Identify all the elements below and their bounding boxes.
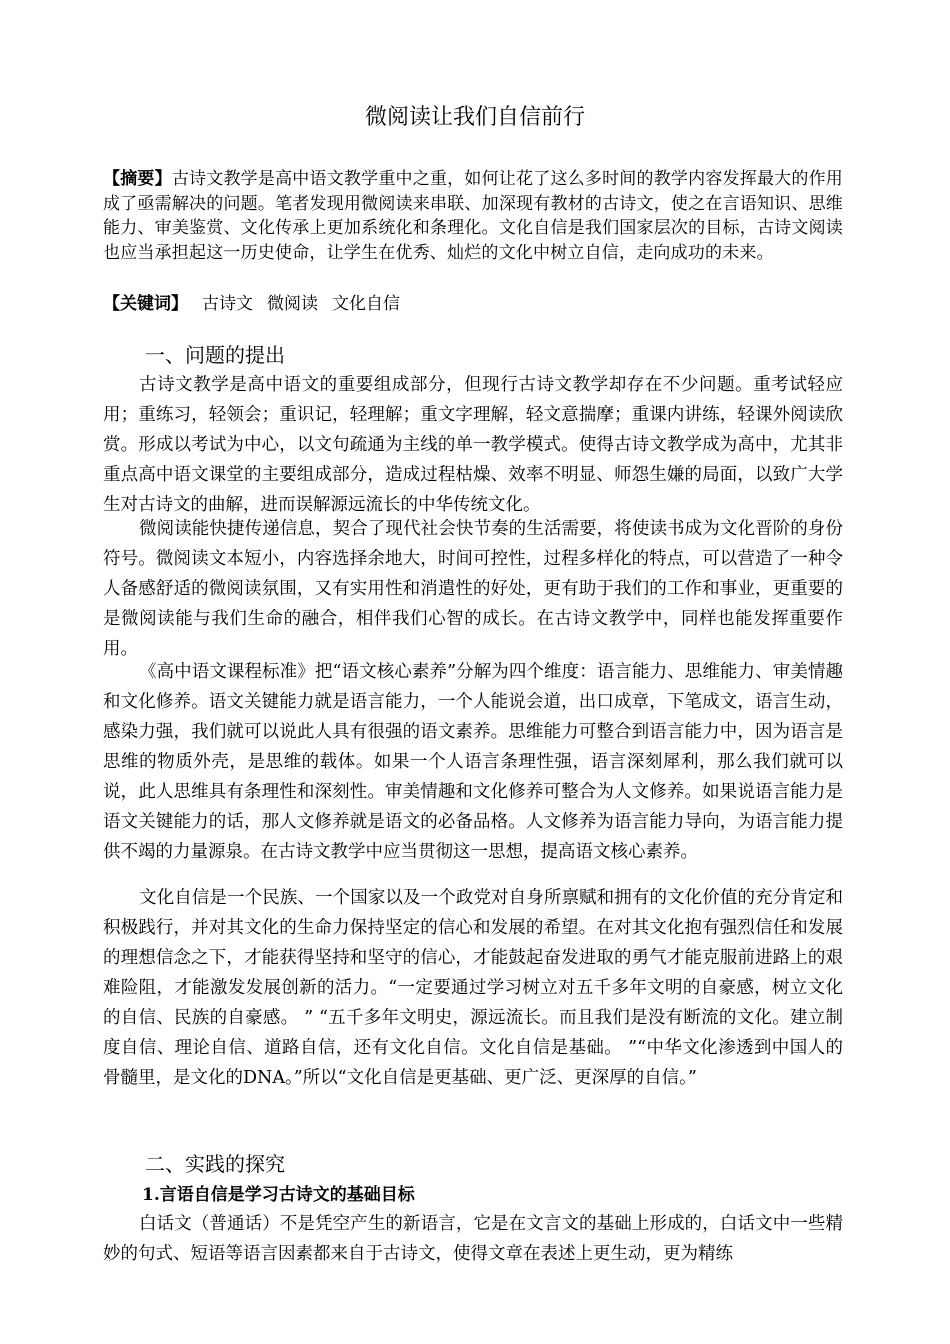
section-heading-2: 二、实践的探究 — [145, 1152, 285, 1176]
keyword: 微阅读 — [267, 294, 318, 314]
paragraph: 微阅读能快捷传递信息，契合了现代社会快节奏的生活需要，将使读书成为文化晋阶的身份符号。微阅读文本短小，内容选择余地大，时间可控性，过程多样化的特点，可以营造了一种令人备感舒适的微阅读氛围，又有实用性和消遣性的好处，更有助于我们的工作和事业，更重要的是微阅读能与我们生命的融合，相伴我们心智的成长。在古诗文教学中，同样也能发挥重要作用。 — [103, 519, 843, 659]
paragraph: 古诗文教学是高中语文的重要组成部分，但现行古诗文教学却存在不少问题。重考试轻应用；重练习，轻领会；重识记，轻理解；重文字理解，轻文意揣摩；重课内讲练，轻课外阅读欣赏。形成以考试为中心，以文句疏通为主线的单一教学模式。使得古诗文教学成为高中，尤其非重点高中语文课堂的主要组成部分，造成过程枯燥、效率不明显、师怨生嫌的局面，以致广大学生对古诗文的曲解，进而误解源远流长的中华传统文化。 — [103, 375, 843, 515]
paragraph: 文化自信是一个民族、一个国家以及一个政党对自身所禀赋和拥有的文化价值的充分肯定和积极践行，并对其文化的生命力保持坚定的信心和发展的希望。在对其文化抱有强烈信任和发展的理想信念之下，才能获得坚持和坚守的信心，才能鼓起奋发进取的勇气才能克服前进路上的艰难险阻，才能激发发展创新的活力。“一定要通过学习树立对五千多年文明的自豪感，树立文化的自信、民族的自豪感。 ” “五千多年文明史，源远流长。而且我们是没有断流的文化。建立制度自信、理论自信、道路自信，还有文化自信。文化自信是基础。 ”“中华文化渗透到中国人的骨髓里，是文化的DNA。”所以“文化自信是更基础、更广泛、更深厚的自信。” — [103, 888, 843, 1088]
paragraph: 白话文（普通话）不是凭空产生的新语言，它是在文言文的基础上形成的，白话文中一些精妙的句式、短语等语言因素都来自于古诗文，使得文章在表述上更生动，更为精练 — [103, 1214, 843, 1264]
document-title: 微阅读让我们自信前行 — [364, 105, 585, 130]
keywords-label: 【关键词】 — [103, 294, 188, 314]
abstract-label: 【摘要】 — [103, 169, 172, 189]
section-heading-1: 一、问题的提出 — [145, 343, 285, 367]
subsection-heading: 1.言语自信是学习古诗文的基础目标 — [142, 1185, 415, 1205]
paragraph: 《高中语文课程标准》把“语文核心素养”分解为四个维度：语言能力、思维能力、审美情趣和文化修养。语文关键能力就是语言能力，一个人能说会道，出口成章，下笔成文，语言生动，感染力强，我们就可以说此人具有很强的语文素养。思维能力可整合到语言能力中，因为语言是思维的物质外壳，是思维的载体。如果一个人语言条理性强，语言深刻犀利，那么我们就可以说，此人思维具有条理性和深刻性。审美情趣和文化修养可整合为人文修养。如果说语言能力是语文关键能力的话，那人文修养就是语文的必备品格。人文修养为语言能力导向，为语言能力提供不竭的力量源泉。在古诗文教学中应当贯彻这一思想，提高语文核心素养。 — [103, 662, 843, 862]
abstract-text: 古诗文教学是高中语文教学重中之重，如何让花了这么多时间的教学内容发挥最大的作用成了亟需解决的问题。笔者发现用微阅读来串联、加深现有教材的古诗文，使之在言语知识、思维能力、审美鉴赏、文化传承上更加系统化和条理化。文化自信是我们国家层次的目标，古诗文阅读也应当承担起这一历史使命，让学生在优秀、灿烂的文化中树立自信，走向成功的未来。 — [103, 169, 843, 263]
keyword: 古诗文 — [202, 294, 253, 314]
abstract — [103, 167, 843, 265]
keyword: 文化自信 — [332, 294, 400, 314]
keywords — [103, 292, 843, 316]
